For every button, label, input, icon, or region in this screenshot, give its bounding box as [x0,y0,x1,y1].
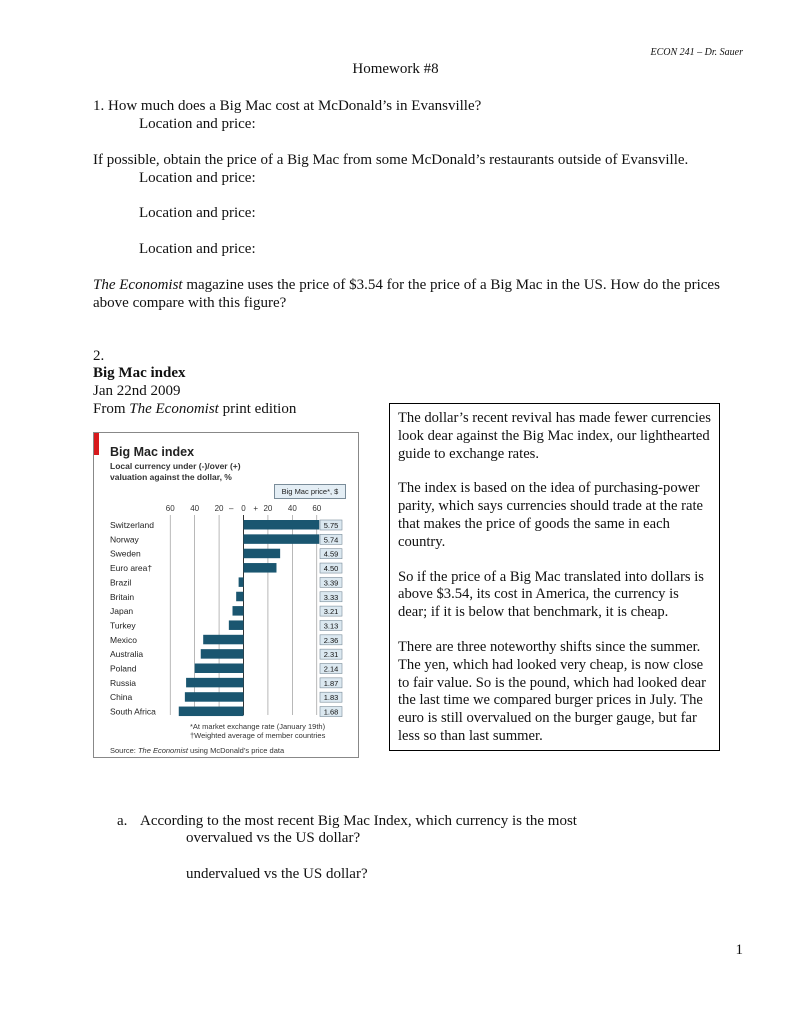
chart-note-2: †Weighted average of member countries [190,731,326,740]
page-number: 1 [735,942,743,958]
location-price-label: Location and price: [139,241,256,257]
chart-price-label: 2.14 [323,664,339,674]
chart-tick-label: + [253,504,259,513]
source-suffix: print edition [218,401,297,417]
overvalued-question: overvalued vs the US dollar? [186,830,361,846]
location-price-label: Location and price: [139,170,256,186]
chart-tick-label: 20 [263,504,273,513]
location-price-label: Location and price: [139,205,256,221]
chart-category-label: Euro area† [110,563,153,574]
article-source [93,400,296,418]
article-text-box [389,403,720,751]
chart-bar [244,520,320,530]
question-2-number: 2. [93,348,105,364]
economist-italic: The Economist [93,277,183,293]
big-mac-heading: Big Mac index [93,365,186,381]
chart-bar [233,606,244,616]
chart-bar [244,534,320,544]
location-price-label: Location and price: [139,116,256,132]
chart-price-label: 4.59 [323,549,339,559]
chart-source-suffix: using McDonald’s price data [187,746,285,755]
chart-bar [244,549,281,559]
chart-category-label: South Africa [110,706,156,717]
question-a-text: According to the most recent Big Mac Index, which currency is the most [140,813,577,829]
chart-price-label: 4.50 [323,564,339,574]
textbox-paragraph: The dollar’s recent revival has made fewer currencies look dear against the Big Mac index, our lighthearted guide to exchange rates. [398,410,711,462]
source-italic: The Economist [129,401,219,417]
economist-question [93,276,748,312]
chart-subtitle-line1: Local currency under (-)/over (+) [110,461,241,471]
chart-tick-label: 40 [190,504,200,513]
chart-price-label: 1.83 [323,693,339,703]
chart-price-label: 3.39 [323,578,339,588]
chart-price-label: 5.74 [323,535,339,545]
chart-bar [239,577,244,587]
economist-question-text: magazine uses the price of $3.54 for the price of a Big Mac in the US. How do the prices above compare with this figure? [93,277,720,311]
chart-bar [195,664,244,674]
chart-tick-label: 20 [214,504,224,513]
chart-accent-bar [94,433,99,455]
chart-bar [244,563,277,573]
chart-bar [185,692,244,702]
chart-price-label: 3.13 [323,621,339,631]
chart-category-label: China [110,692,133,703]
chart-category-label: Switzerland [110,520,154,530]
chart-bar [236,592,243,602]
chart-subtitle-line2: valuation against the dollar, % [110,472,232,482]
chart-price-label: 2.36 [323,635,339,645]
textbox-paragraph: There are three noteworthy shifts since the summer. The yen, which had looked very cheap, is now close to fair value. So is the pound, which had looked dear the last time we compared burger prices in July. The euro is still overvalued on the burger gauge, but far less so than last summer. [398,638,707,744]
chart-source-italic: The Economist [137,746,188,755]
chart-category-label: Britain [110,591,135,602]
textbox-paragraph: The index is based on the idea of purchasing-power parity, which says currencies should trade at the rate that makes the price of goods the same in each country. [398,480,704,550]
question-1: 1. How much does a Big Mac cost at McDonald’s in Evansville? [93,98,482,114]
chart-category-label: Brazil [110,577,132,588]
chart-category-label: Japan [110,606,134,617]
undervalued-question: undervalued vs the US dollar? [186,866,368,882]
chart-category-label: Norway [110,534,139,545]
chart-note-1: *At market exchange rate (January 19th) [190,722,326,731]
chart-source [110,742,284,758]
page-title: Homework #8 [352,61,439,77]
chart-notes [190,722,350,740]
textbox-paragraph: So if the price of a Big Mac translated into dollars is above $3.54, its cost in America, the currency is dear; if it is below that benchmark, it is cheap. [398,568,704,621]
chart-price-label: 1.68 [323,707,339,717]
chart-bar [229,620,244,630]
chart-price-label: 5.75 [323,521,339,530]
chart-bar [201,649,244,659]
chart-tick-label: 60 [312,504,322,513]
article-date: Jan 22nd 2009 [93,383,181,399]
chart-source-prefix: Source: [110,746,138,755]
chart-tick-label: 40 [287,504,297,513]
price-header: Big Mac price*, $ [274,484,346,499]
chart-subtitle [110,461,290,483]
chart-category-label: Mexico [110,634,137,645]
chart-tick-label: – [229,504,234,513]
chart-category-label: Sweden [110,548,141,559]
chart-price-label: 3.33 [323,592,339,602]
outside-prompt: If possible, obtain the price of a Big Mac from some McDonald’s restaurants outside of Evansville. [93,152,689,168]
chart-tick-label: 0 [241,504,246,513]
chart-category-label: Australia [110,649,144,660]
chart-title: Big Mac index [110,445,195,459]
chart-price-label: 2.31 [323,650,339,660]
chart-bar [203,635,243,645]
chart-price-label: 3.21 [323,607,339,617]
big-mac-chart [93,432,359,758]
chart-category-label: Poland [110,663,137,674]
chart-category-label: Russia [110,677,136,688]
chart-bar [179,707,244,717]
chart-tick-label: 60 [165,504,175,513]
source-prefix: From [93,401,130,417]
question-a-label: a. [117,813,128,829]
course-header: ECON 241 – Dr. Sauer [650,47,743,58]
chart-bar [186,678,243,688]
chart-category-label: Turkey [110,620,136,631]
chart-price-label: 1.87 [323,678,339,688]
